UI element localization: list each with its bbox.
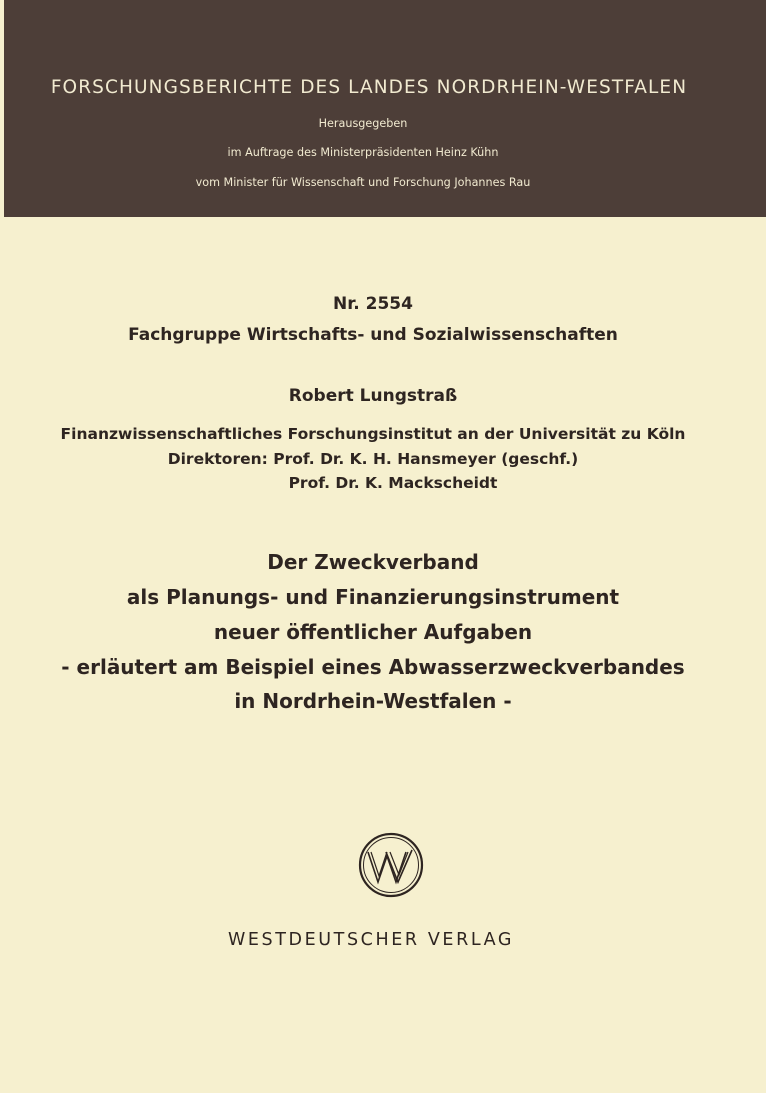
book-title-line-2: als Planungs- und Finanzierungsinstrument xyxy=(126,585,620,609)
book-title-line-4: - erläutert am Beispiel eines Abwasserzweckverbandes xyxy=(61,655,685,679)
book-title-line-5: in Nordrhein-Westfalen - xyxy=(234,689,512,713)
author-name: Robert Lungstraß xyxy=(288,386,458,406)
book-title-line-1: Der Zweckverband xyxy=(267,550,479,574)
fachgruppe: Fachgruppe Wirtschafts- und Sozialwissenschaften xyxy=(128,325,618,345)
book-title-line-3: neuer öffentlicher Aufgaben xyxy=(213,620,533,644)
directors-line-2: Prof. Dr. K. Mackscheidt xyxy=(288,474,498,492)
commission-line: im Auftrage des Ministerpräsidenten Heinz Kühn xyxy=(227,146,499,159)
report-number: Nr. 2554 xyxy=(333,294,413,314)
publisher-name: WESTDEUTSCHER VERLAG xyxy=(227,930,515,950)
editor-line: Herausgegeben xyxy=(318,117,408,130)
minister-line: vom Minister für Wissenschaft und Forschung Johannes Rau xyxy=(195,176,531,189)
directors-line-1: Direktoren: Prof. Dr. K. H. Hansmeyer (geschf.) xyxy=(167,450,579,468)
institute: Finanzwissenschaftliches Forschungsinstitut an der Universität zu Köln xyxy=(60,425,686,443)
series-title: FORSCHUNGSBERICHTE DES LANDES NORDRHEIN-WESTFALEN xyxy=(50,77,688,98)
wv-logo-icon xyxy=(356,830,426,900)
header-band xyxy=(4,0,766,217)
